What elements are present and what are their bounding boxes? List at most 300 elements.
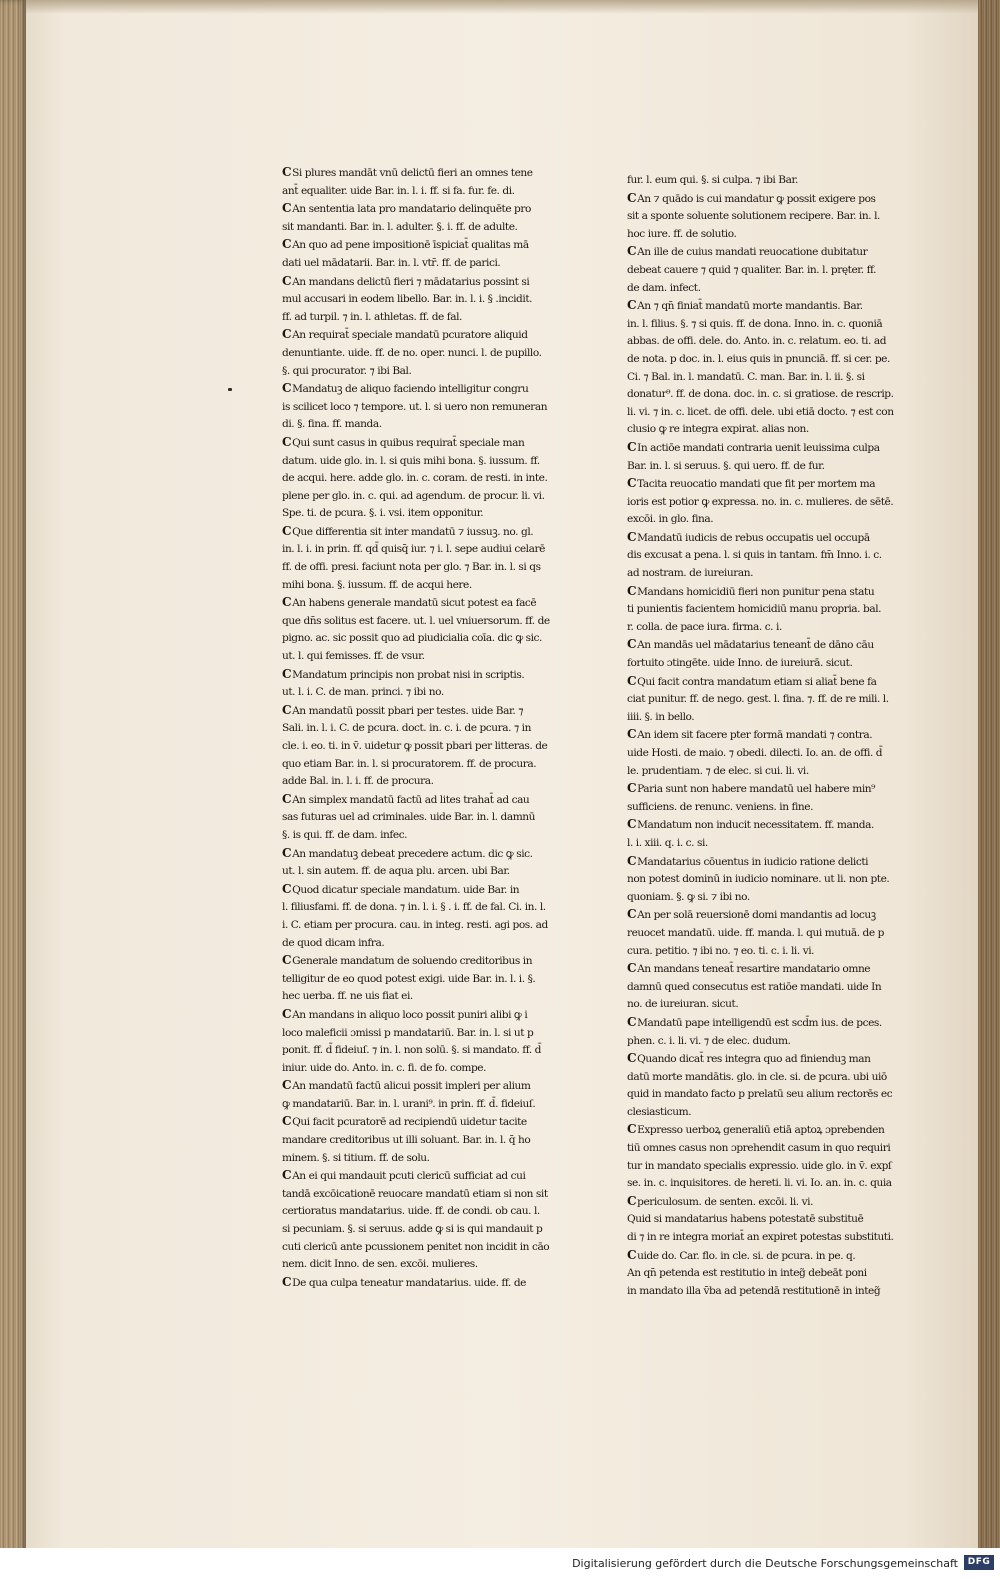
line-text: loco maleficii ɔmissi p mandatariū. Bar. in. l. si ut p [282,1026,534,1039]
line-text: ponit. ff. d̄ fideiuſ. ⁊ in. l. non solū. §. si mandato. ff. d̄ [282,1044,542,1057]
line-text: ut. l. i. C. de man. princi. ⁊ ibi no. [282,686,444,699]
left-column-text-line [282,899,564,917]
left-column-text-line [282,684,564,702]
left-column-text-line [282,399,564,417]
line-text: An ille de cuius mandati reuocatione dubitatur [637,246,868,259]
left-column-text-line [282,345,564,363]
left-column-text-line [282,613,564,631]
line-text: datū morte mandātis. glo. in cle. si. de pcura. ubi uiō [627,1070,887,1083]
line-text: Ci. ⁊ Bal. in. l. mandatū. C. man. Bar. in. l. ii. §. si [627,370,865,383]
left-column-text-line [282,863,564,881]
right-column-text-line [627,996,909,1014]
right-column-text-line [627,583,909,602]
line-text: minem. §. si titium. ff. de solu. [282,1151,430,1164]
line-text: clesiasticum. [627,1105,692,1118]
left-column-text-line [282,971,564,989]
line-text: datum. uide glo. in. l. si quis mihi bona. §. iussum. ff. [282,454,540,467]
line-text: nem. dicit Inno. de sen. excōi. mulieres. [282,1258,478,1271]
line-text: An simplex mandatū factū ad lites trahat̄ ad cau [292,793,530,806]
paragraph-mark-icon: C [282,201,292,216]
paragraph-mark-icon: C [627,298,637,313]
paragraph-mark-icon: C [627,1247,637,1262]
right-column-text-line [627,1211,909,1229]
left-column-text-line [282,488,564,506]
line-text: Generale mandatum de soluendo creditoribus in [292,955,533,968]
left-column-text-line [282,505,564,523]
left-column-text-line [282,756,564,774]
paragraph-mark-icon: C [627,637,637,652]
line-text: De qua culpa teneatur mandatarius. uide. ff. de [292,1276,526,1289]
line-text: ant̄ equaliter. uide Bar. in. l. i. ff. si fa. fur. fe. di. [282,184,515,197]
line-text: sit a sponte soluente solutionem recipere. Bar. in. l. [627,210,880,223]
paragraph-mark-icon: C [627,1122,637,1137]
right-column-text-line [627,1121,909,1140]
left-column-text-line [282,1096,564,1114]
right-column-text-line [627,816,909,835]
line-text: Sali. in. l. i. C. de pcura. doct. in. c. i. de pcura. ⁊ in [282,722,531,735]
right-column-text-line [627,262,909,280]
right-column-text-line [627,226,909,244]
line-text: Mandatū iudicis de rebus occupatis uel occupā [637,531,870,544]
line-text: excōi. in glo. fina. [627,513,714,526]
paragraph-mark-icon: C [282,327,292,342]
right-column-text-line [627,297,909,316]
paragraph-mark-icon: C [627,583,637,598]
line-text: periculosum. de senten. excōi. li. vi. [637,1195,814,1208]
left-column-text-line [282,1221,564,1239]
right-column-text-line [627,529,909,548]
right-column-text-line [627,943,909,961]
right-column-text-line [627,421,909,439]
line-text: l. filiusfami. ff. de dona. ⁊ in. l. i. § . i. ff. de fal. Ci. in. l. [282,901,546,914]
right-column-text-line [627,1014,909,1033]
right-column-text-line [627,960,909,979]
left-column-text-line [282,702,564,721]
right-column-text-line [627,565,909,583]
left-column-text-line [282,935,564,953]
paragraph-mark-icon: C [627,476,637,491]
line-text: ut. l. qui femisses. ff. de vsur. [282,650,425,663]
line-text: quid in mandato facto p prelatū seu alium rectorēs ec [627,1088,893,1101]
paragraph-mark-icon: C [627,727,637,742]
right-column-text-line [627,925,909,943]
left-column-text-line [282,917,564,935]
line-text: sas futuras uel ad criminales. uide Bar. in. l. damnū [282,811,536,824]
right-column-text-line [627,1069,909,1087]
line-text: debeat cauere ⁊ quid ⁊ qualiter. Bar. in. l. pręter. ff. [627,263,877,276]
right-column-text-line [627,404,909,422]
line-text: telligitur de eo quod potest exigi. uide Bar. in. l. i. §. [282,972,536,985]
line-text: hoc iure. ff. de solutio. [627,227,737,240]
line-text: plene per glo. in. c. qui. ad agendum. de procur. li. vi. [282,489,545,502]
line-text: denuntiante. uide. ff. de no. oper. nunci. l. de pupillo. [282,346,542,359]
left-column-text-line [282,523,564,542]
paragraph-mark-icon: C [627,1193,637,1208]
line-text: ad nostram. de iureiuran. [627,567,754,580]
line-text: non potest dominū in iudicio nominare. ut li. non pte. [627,873,890,886]
paragraph-mark-icon: C [627,961,637,976]
right-column-text-line [627,1086,909,1104]
line-text: In actiōe mandati contraria uenit leuissima culpa [637,441,880,454]
line-text: An mandatū factū alicui possit impleri per alium [292,1080,531,1093]
right-column-text-line [627,763,909,781]
line-text: cura. petitio. ⁊ ibi no. ⁊ eo. ti. c. i. li. vi. [627,944,815,957]
line-text: quo etiam Bar. in. l. si procuratorem. ff. de procura. [282,757,537,770]
right-column-text-line [627,439,909,458]
left-column-text-line [282,470,564,488]
line-text: dis excusat a pena. l. si quis in tantam. fm̄ Inno. i. c. [627,549,882,562]
line-text: An mandans in aliquo loco possit puniri alibi ꝙ i [292,1008,528,1021]
right-column-text-line [627,458,909,476]
right-column-text-line [627,871,909,889]
line-text: Mandatarius cōuentus in iudicio ratione delicti [637,855,869,868]
line-text: An mandatū possit pbari per testes. uide Bar. ⁊ [292,704,524,717]
left-column-text-line [282,1042,564,1060]
left-column-text-line [282,1150,564,1168]
paragraph-mark-icon: C [282,273,292,288]
right-column-text-line [627,1265,909,1283]
line-text: dati uel mādatarii. Bar. in. l. vtr̄. ff. de parici. [282,256,501,269]
line-text: di. §. fina. ff. manda. [282,418,382,431]
line-text: Quando dicat̄ res integra quo ad finienduꝫ man [637,1053,871,1066]
left-column-text-line [282,183,564,201]
paragraph-mark-icon: C [282,702,292,717]
left-column-text-line [282,453,564,471]
right-column-text-line [627,208,909,226]
right-column-text-line [627,673,909,692]
line-text: An per solā reuersionē domi mandantis ad locuꝫ [637,909,876,922]
paragraph-mark-icon: C [282,953,292,968]
paragraph-mark-icon: C [282,523,292,538]
line-text: Qui facit pcuratorē ad recipiendū uidetur tacite [292,1116,527,1129]
left-column-text-line [282,1132,564,1150]
line-text: adde Bal. in. l. i. ff. de procura. [282,775,434,788]
line-text: Qui sunt casus in quibus requirat̄ speciale man [292,436,525,449]
right-column-text-line [627,636,909,655]
book-page-edge [978,0,1000,1548]
right-column-text-line [627,691,909,709]
right-column-text-line [627,619,909,637]
line-text: Mandatum principis non probat nisi in scriptis. [292,668,525,681]
paragraph-mark-icon: C [627,244,637,259]
paragraph-mark-icon: C [282,595,292,610]
left-column-text-line [282,1060,564,1078]
line-text: ff. ad turpil. ⁊ in. l. athletas. ff. de fal. [282,310,462,323]
line-text: ff. de offi. presi. faciunt nota per glo. ⁊ Bar. in. l. si qs [282,561,541,574]
right-column-text-line [627,799,909,817]
line-text: uide Hosti. de maio. ⁊ obedi. dilecti. Io. an. de offi. d̄ [627,747,883,759]
line-text: li. vi. ⁊ in. c. licet. de offi. dele. ubi etiā docto. ⁊ est con [627,405,894,418]
text-column-left [282,164,564,1292]
line-text: que dn̄s solitus est facere. ut. l. uel vniuersorum. ff. de [282,614,550,627]
left-column-text-line [282,219,564,237]
left-column-text-line [282,1239,564,1257]
left-column-text-line [282,416,564,434]
text-column-right [627,172,909,1300]
left-column-text-line [282,309,564,327]
left-column-text-line [282,630,564,648]
left-column-text-line [282,1025,564,1043]
line-text: sufficiens. de renunc. veniens. in fine. [627,800,814,813]
line-text: Bar. in. l. si seruus. §. qui uero. ff. de fur. [627,459,825,472]
line-text: Que differentia sit inter mandatū ⁊ iussuꝫ. no. gl. [292,525,534,538]
line-text: An mandās uel mādatarius teneant̄ de dāno cāu [637,639,874,652]
line-text: An ⁊ quādo is cui mandatur ꝙ possit exigere pos [637,192,876,205]
line-text: i. C. etiam per procura. cau. in integ. resti. agi pos. ad [282,918,548,931]
right-column-text-line [627,601,909,619]
line-text: An requirat̄ speciale mandatū pcuratore aliquid [292,329,528,342]
right-column-text-line [627,243,909,262]
left-column-text-line [282,200,564,219]
line-text: mandare creditoribus ut illi soluant. Bar. in. l. q̄ ho [282,1134,531,1147]
line-text: Paria sunt non habere mandatū uel habere min⁹ [637,783,875,796]
right-column-text-line [627,1193,909,1212]
line-text: is scilicet loco ⁊ tempore. ut. l. si uero non remuneran [282,400,548,413]
paragraph-mark-icon: C [282,791,292,806]
line-text: §. is qui. ff. de dam. infec. [282,828,408,841]
right-column-text-line [627,709,909,727]
line-text: in. l. i. in prin. ff. qd̄ quisq̄ iur. ⁊ i. l. sepe audiui celarē [282,543,545,556]
paragraph-mark-icon: C [627,1051,637,1066]
right-column-text-line [627,726,909,745]
ink-mark [228,388,232,391]
line-text: hec uerba. ff. ne uis fiat ei. [282,990,413,1003]
left-column-text-line [282,988,564,1006]
left-column-text-line [282,648,564,666]
left-column-text-line [282,1167,564,1186]
left-column-text-line [282,773,564,791]
paragraph-mark-icon: C [627,853,637,868]
right-column-text-line [627,172,909,190]
paragraph-mark-icon: C [282,1168,292,1183]
line-text: Mandatuꝫ de aliquo faciendo intelligitur congru [292,383,529,396]
left-column-text-line [282,1113,564,1132]
left-column-text-line [282,809,564,827]
right-column-text-line [627,1283,909,1301]
line-text: damnū qued consecutus est ratiōe mandati. uide In [627,980,882,993]
line-text: cuti clericū ante pcussionem penitet non incidit in cāo [282,1240,550,1253]
right-column-text-line [627,979,909,997]
paragraph-mark-icon: C [282,434,292,449]
left-column-text-line [282,666,564,685]
line-text: in. l. filius. §. ⁊ si quis. ff. de dona. Inno. in. c. quoniā [627,317,883,330]
left-column-text-line [282,164,564,183]
line-text: Quid si mandatarius habens potestatē substituē [627,1213,864,1226]
right-column-text-line [627,1104,909,1122]
left-column-text-line [282,273,564,292]
left-column-text-line [282,255,564,273]
line-text: de nota. p doc. in. l. eius quis in pnunciā. ff. si cer. pe. [627,352,890,365]
line-text: An ei qui mandauit pcuti clericū sufficiat ad cui [292,1170,526,1183]
line-text: certioratus mandatarius. uide. ff. de condi. ob cau. l. [282,1205,540,1218]
line-text: cle. i. eo. ti. in v̄. uidetur ꝙ possit pbari per litteras. de [282,740,548,752]
right-column-text-line [627,280,909,298]
left-column-text-line [282,1256,564,1274]
left-column-text-line [282,363,564,381]
line-text: quoniam. §. ꝙ si. ⁊ ibi no. [627,890,750,903]
line-text: ꝙ mandatariū. Bar. in. l. urani⁹. in prin. ff. d̄. fideiuſ. [282,1097,536,1110]
right-column-text-line [627,1033,909,1051]
paragraph-mark-icon: C [627,1014,637,1029]
right-column-text-line [627,1050,909,1069]
paragraph-mark-icon: C [282,666,292,681]
right-column-text-line [627,906,909,925]
left-column-text-line [282,881,564,900]
line-text: sit mandanti. Bar. in. l. adulter. §. i. ff. de adulte. [282,220,518,233]
line-text: Si plures mandāt vnū delictū fieri an omnes tene [292,167,533,179]
line-text: An qn̄ petenda est restitutio in integ̃ debeāt poni [627,1267,867,1280]
left-column-text-line [282,434,564,453]
line-text: in mandato illa v̄ba ad petendā restitutionē in integ̃ [627,1284,881,1297]
line-text: r. colla. de pace iura. firma. c. i. [627,620,782,633]
right-column-text-line [627,889,909,907]
paragraph-mark-icon: C [282,381,292,396]
right-column-text-line [627,853,909,872]
left-column-text-line [282,380,564,399]
right-column-text-line [627,1175,909,1193]
line-text: phen. c. i. li. vi. ⁊ de elec. dudum. [627,1034,791,1047]
line-text: tiū omnes casus non ɔprehendit casum in quo requiri [627,1142,891,1155]
left-column-text-line [282,1077,564,1096]
line-text: An mandatuꝫ debeat precedere actum. dic ꝙ sic. [292,847,533,860]
left-column-text-line [282,738,564,756]
right-column-text-line [627,190,909,209]
line-text: de quod dicam infra. [282,936,385,949]
left-column-text-line [282,577,564,595]
line-text: fortuito ɔtingēte. uide Inno. de iureiurā. sicut. [627,657,853,670]
line-text: de dam. infect. [627,281,701,294]
paragraph-mark-icon: C [627,907,637,922]
paragraph-mark-icon: C [627,781,637,796]
paragraph-mark-icon: C [627,439,637,454]
line-text: Tacita reuocatio mandati que fit per mortem ma [637,478,876,491]
paragraph-mark-icon: C [627,817,637,832]
paragraph-mark-icon: C [627,190,637,205]
left-column-text-line [282,326,564,345]
paragraph-mark-icon: C [282,237,292,252]
paragraph-mark-icon: C [282,1006,292,1021]
left-column-text-line [282,720,564,738]
line-text: An habens generale mandatū sicut potest ea facē [292,597,537,610]
line-text: se. in. c. inquisitores. de hereti. li. vi. Io. an. in. c. quia [627,1177,892,1190]
right-column-text-line [627,386,909,404]
right-column-text-line [627,511,909,529]
left-column-text-line [282,541,564,559]
paragraph-mark-icon: C [282,1114,292,1129]
line-text: Qui facit contra mandatum etiam si aliat̄ bene fa [637,675,877,688]
right-column-text-line [627,780,909,799]
line-text: ut. l. sin autem. ff. de aqua plu. arcen. ubi Bar. [282,865,510,878]
paragraph-mark-icon: C [627,529,637,544]
line-text: mihi bona. §. iussum. ff. de acqui here. [282,578,472,591]
line-text: pigno. ac. sic possit quo ad piudicialia coīa. dic ꝙ sic. [282,632,542,645]
right-column-text-line [627,745,909,763]
digitization-footer [0,1548,1000,1579]
left-column-text-line [282,827,564,845]
left-column-text-line [282,845,564,864]
paragraph-mark-icon: C [282,845,292,860]
line-text: Spe. ti. de pcura. §. i. vsi. item opponitur. [282,507,484,520]
line-text: ciat punitur. ff. de nego. gest. l. fina. ⁊. ff. de re mili. l. [627,693,889,706]
right-column-text-line [627,369,909,387]
right-column-text-line [627,835,909,853]
line-text: uide do. Car. flo. in cle. si. de pcura. in pe. q. [637,1249,856,1262]
right-column-text-line [627,1247,909,1266]
line-text: An sententia lata pro mandatario delinquēte pro [292,203,531,216]
line-text: clusio ꝙ re integra expirat. alias non. [627,423,809,436]
line-text: abbas. de offi. dele. do. Anto. in. c. relatum. eo. ti. ad [627,335,887,348]
line-text: An mandans teneat̄ resartire mandatario omne [637,963,871,976]
left-column-text-line [282,1186,564,1204]
right-column-text-line [627,333,909,351]
page-top-shadow [26,0,978,14]
paragraph-mark-icon: C [282,881,292,896]
line-text: le. prudentiam. ⁊ de elec. si cui. li. vi. [627,764,809,777]
right-column-text-line [627,1140,909,1158]
left-column-text-line [282,1203,564,1221]
book-fore-edge [0,0,26,1579]
right-column-text-line [627,655,909,673]
paragraph-mark-icon: C [282,1274,292,1289]
funding-credit: Digitalisierung gefördert durch die Deutsche Forschungsgemeinschaft [572,1557,958,1570]
right-column-text-line [627,1229,909,1247]
left-column-text-line [282,594,564,613]
line-text: An mandans delictū fieri ⁊ mādatarius possint si [292,275,530,288]
line-text: fur. l. eum qui. §. si culpa. ⁊ ibi Bar. [627,174,798,186]
line-text: Quod dicatur speciale mandatum. uide Bar. in [292,883,520,896]
line-text: reuocet mandatū. uide. ff. manda. l. qui mutuā. de p [627,926,884,939]
line-text: mul accusari in eodem libello. Bar. in. l. i. § .incidit. [282,293,533,306]
left-column-text-line [282,236,564,255]
line-text: de acqui. here. adde glo. in. c. coram. de resti. in inte. [282,472,548,485]
line-text: no. de iureiuran. sicut. [627,998,739,1011]
right-column-text-line [627,351,909,369]
line-text: tur in mandato specialis expressio. uide glo. in v̄. expſ [627,1159,892,1172]
line-text: iiii. §. in bello. [627,710,695,723]
line-text: An idem sit facere pter formā mandati ⁊ contra. [637,729,873,742]
line-text: An ⁊ qn̄ finiat̄ mandatū morte mandantis. Bar. [637,300,863,313]
line-text: l. i. xiii. q. i. c. si. [627,836,708,849]
right-column-text-line [627,475,909,494]
line-text: §. qui procurator. ⁊ ibi Bal. [282,364,412,377]
paragraph-mark-icon: C [282,1078,292,1093]
line-text: donatur⁹. ff. de dona. doc. in. c. si gratiose. de rescrip. [627,388,894,401]
left-column-text-line [282,559,564,577]
line-text: ioris est potior ꝙ expressa. no. in. c. mulieres. de sētē. [627,495,894,508]
dfg-logo-icon: DFG [964,1555,994,1570]
line-text: An quo ad pene impositionē īspiciat̄ qualitas mā [292,239,529,252]
left-column-text-line [282,952,564,971]
line-text: Mandans homicidiū fieri non punitur pena statu [637,585,875,598]
right-column-text-line [627,494,909,512]
left-column-text-line [282,1274,564,1293]
left-column-text-line [282,291,564,309]
right-column-text-line [627,316,909,334]
line-text: Expresso uerboꝝ generaliū etiā aptoꝝ ɔprebenden [637,1124,885,1137]
right-column-text-line [627,547,909,565]
paragraph-mark-icon: C [627,673,637,688]
left-column-text-line [282,1006,564,1025]
line-text: ti punientis facientem homicidiū manu propria. bal. [627,603,882,616]
paragraph-mark-icon: C [282,165,292,179]
line-text: Mandatū pape intelligendū est scd̄m ius. de pces. [637,1016,882,1029]
line-text: di ⁊ in re integra moriat̄ an expiret potestas substituti. [627,1231,894,1244]
line-text: tandā excōicationē reuocare mandatū etiam si non sit [282,1187,548,1200]
line-text: iniur. uide do. Anto. in. c. fi. de fo. compe. [282,1061,487,1074]
right-column-text-line [627,1158,909,1176]
line-text: si pecuniam. §. si seruus. adde ꝙ si is qui mandauit p [282,1223,543,1236]
line-text: Mandatum non inducit necessitatem. ff. manda. [637,819,874,832]
